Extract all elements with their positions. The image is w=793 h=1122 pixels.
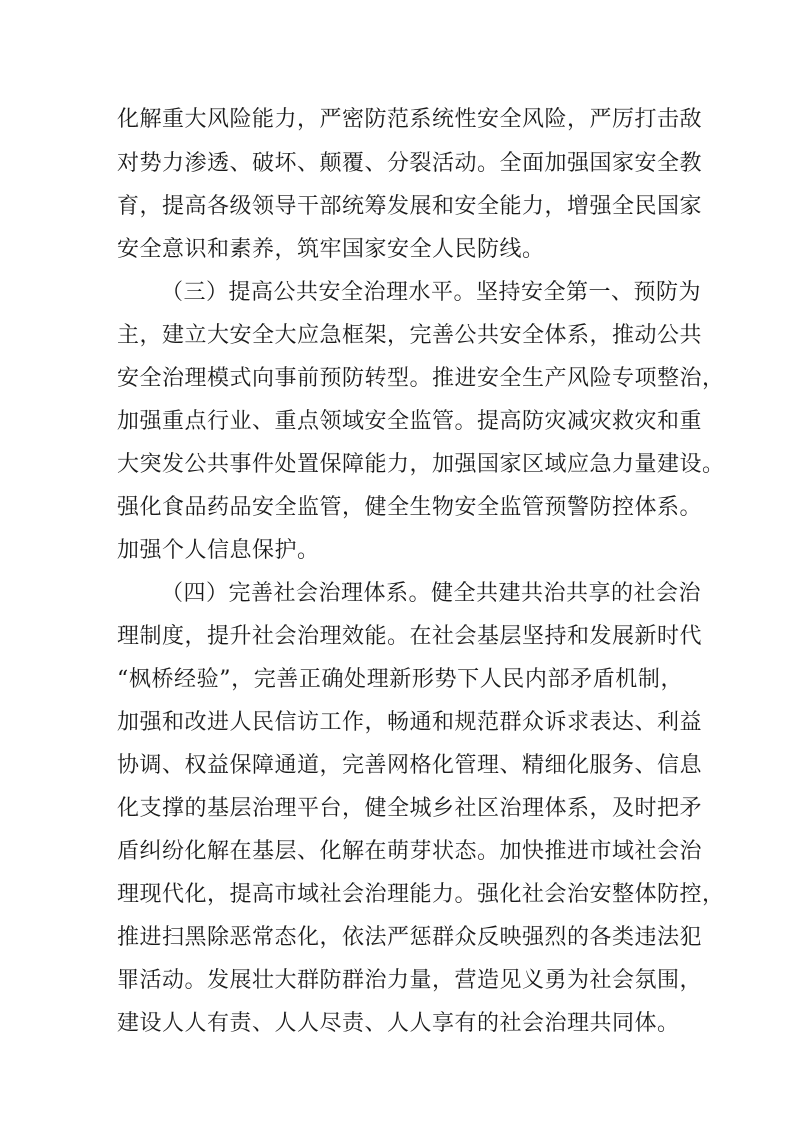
text-line: 安全意识和素养，筑牢国家安全人民防线。 (117, 237, 545, 262)
text-line: 理现代化，提高市域社会治理能力。强化社会治安整体防控， (117, 882, 725, 907)
text-line: 加强和改进人民信访工作，畅通和规范群众诉求表达、利益 (117, 710, 703, 735)
text-line: 化解重大风险能力，严密防范系统性安全风险，严厉打击敌 (117, 107, 703, 132)
text-line: 加强重点行业、重点领域安全监管。提高防灾减灾救灾和重 (117, 409, 703, 434)
text-line: 强化食品药品安全监管，健全生物安全监管预警防控体系。 (117, 495, 703, 520)
text-line: 建设人人有责、人人尽责、人人享有的社会治理共同体。 (117, 1011, 680, 1036)
paragraph-4-heading-line: （四）完善社会治理体系。健全共建共治共享的社会治 (161, 581, 702, 606)
text-line: 安全治理模式向事前预防转型。推进安全生产风险专项整治， (117, 366, 725, 391)
text-line: 协调、权益保障通道，完善网格化管理、精细化服务、信息 (117, 753, 703, 778)
text-line: 罪活动。发展壮大群防群治力量，营造见义勇为社会氛围， (117, 968, 703, 993)
text-line: “枫桥经验”，完善正确处理新形势下人民内部矛盾机制， (117, 667, 683, 692)
text-line: 加强个人信息保护。 (117, 538, 320, 563)
text-line: 大突发公共事件处置保障能力，加强国家区域应急力量建设。 (117, 452, 725, 477)
text-line: 理制度，提升社会治理效能。在社会基层坚持和发展新时代 (117, 624, 703, 649)
text-line: 对势力渗透、破坏、颠覆、分裂活动。全面加强国家安全教 (117, 151, 703, 176)
text-line: 推进扫黑除恶常态化，依法严惩群众反映强烈的各类违法犯 (117, 925, 703, 950)
text-line: 盾纠纷化解在基层、化解在萌芽状态。加快推进市域社会治 (117, 839, 703, 864)
text-line: 主，建立大安全大应急框架，完善公共安全体系，推动公共 (117, 323, 703, 348)
text-line: 育，提高各级领导干部统筹发展和安全能力，增强全民国家 (117, 194, 703, 219)
text-line: 化支撑的基层治理平台，健全城乡社区治理体系，及时把矛 (117, 796, 703, 821)
paragraph-3-heading-line: （三）提高公共安全治理水平。坚持安全第一、预防为 (161, 280, 702, 305)
